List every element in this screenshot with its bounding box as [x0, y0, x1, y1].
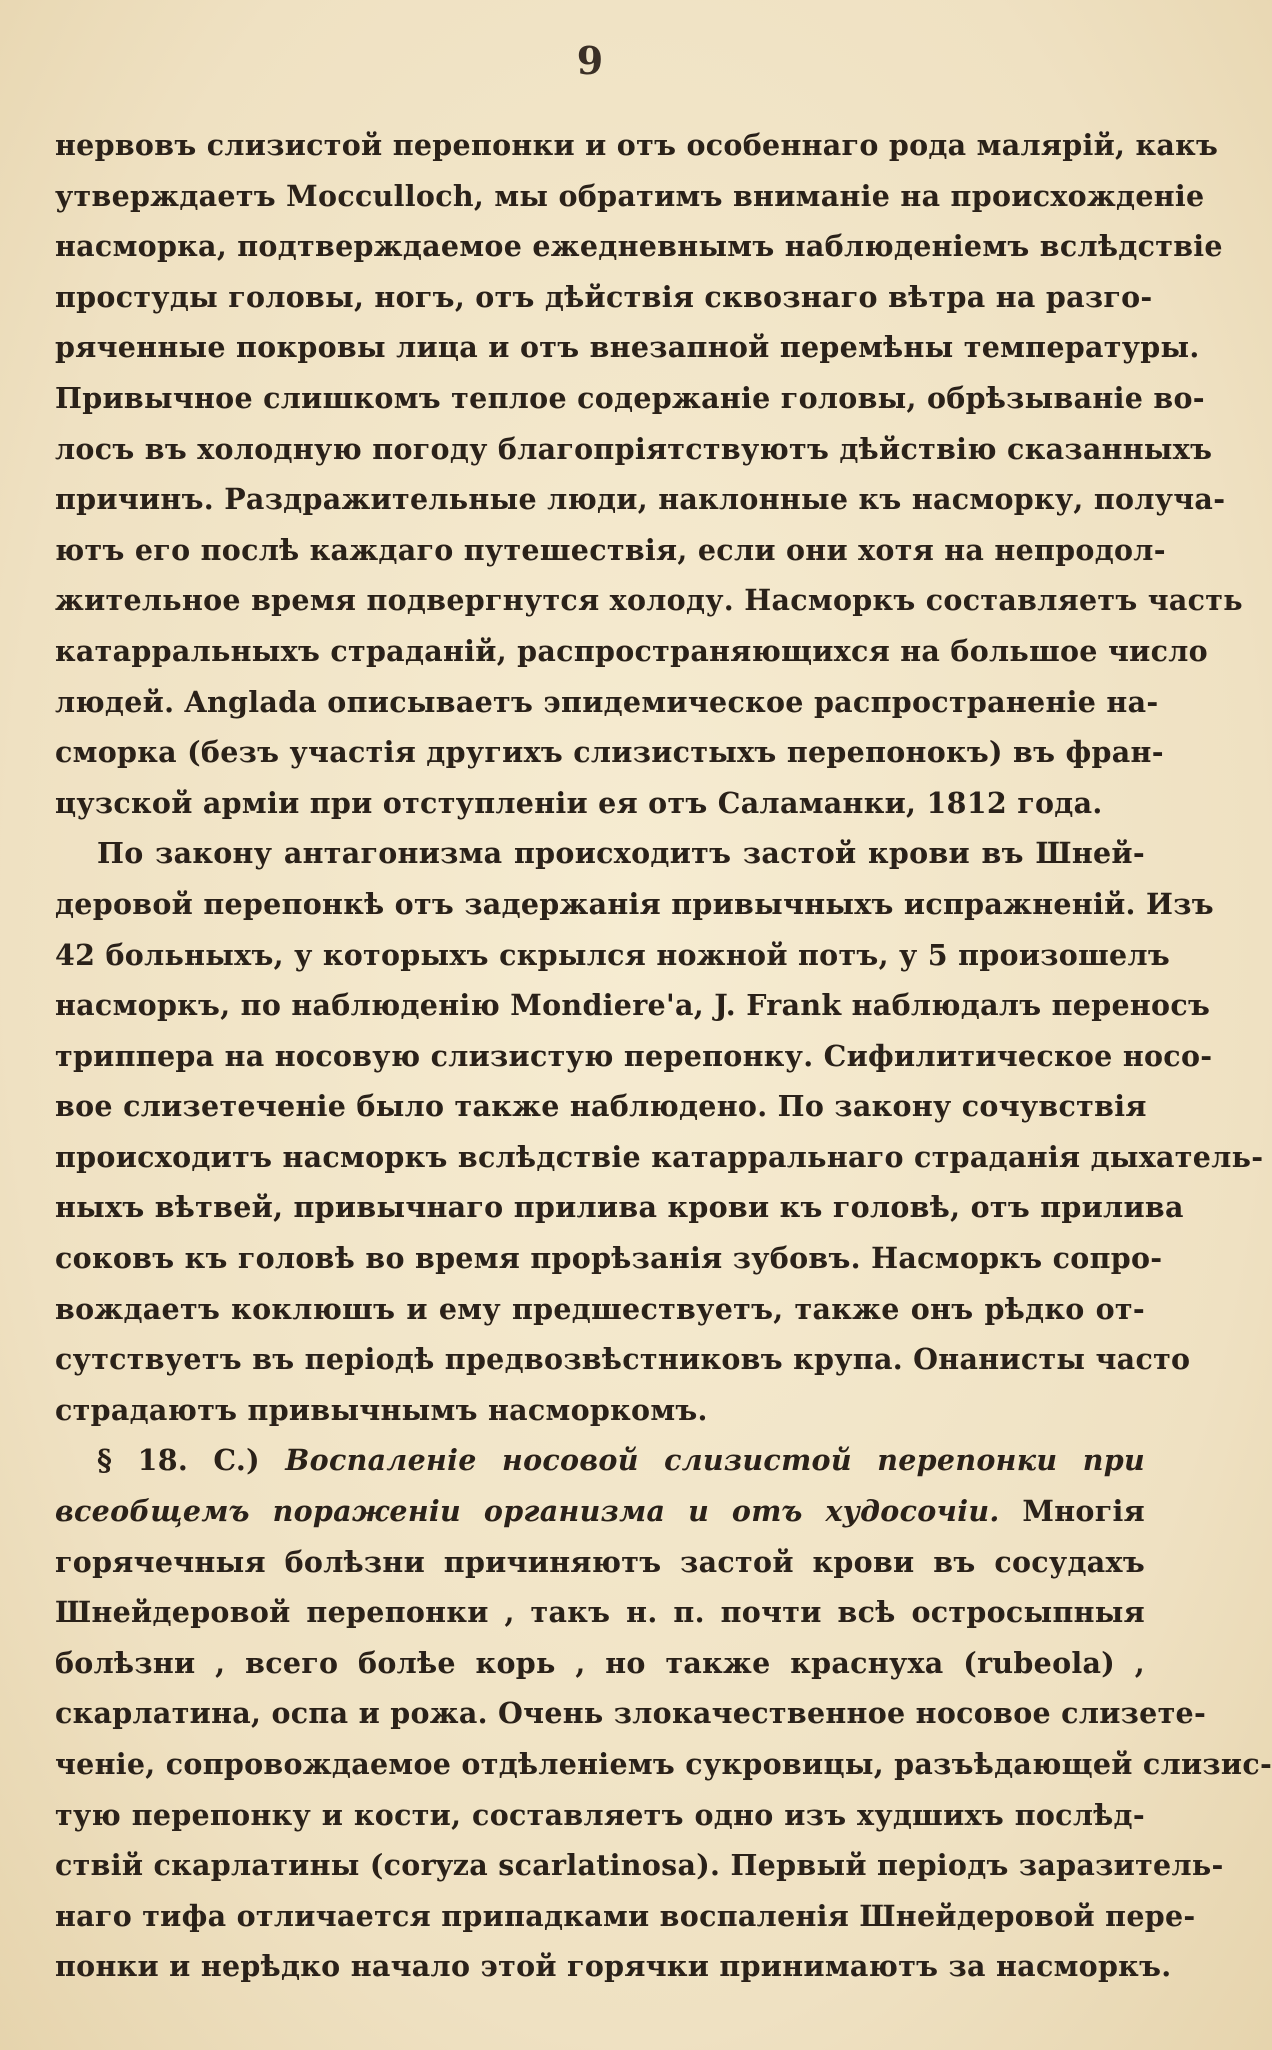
text-line: происходитъ насморкъ вслѣдствіе катарральнаго страданія дыхатель-	[55, 1139, 1264, 1174]
text-line: насморкъ, по наблюденію Mondiere'a, J. Frank наблюдалъ переносъ	[55, 988, 1211, 1023]
text-line: понки и нерѣдко начало этой горячки принимаютъ за насморкъ.	[55, 1949, 1172, 1984]
text-line: насморка, подтверждаемое ежедневнымъ наблюденіемъ вслѣдствіе	[55, 229, 1223, 264]
text-line: лосъ въ холодную погоду благопріятствуютъ дѣйствію сказанныхъ	[55, 431, 1213, 466]
text-line: ныхъ вѣтвей, привычнаго прилива крови къ головѣ, отъ прилива	[55, 1190, 1184, 1225]
text-line: болѣзни , всего болѣе корь , но также краснуха (rubeola) ,	[55, 1645, 1145, 1680]
text-line: сморка (безъ участія другихъ слизистыхъ перепонокъ) въ фран-	[55, 735, 1164, 770]
page-number: 9	[576, 38, 604, 83]
text-line: Шнейдеровой перепонки , такъ н. п. почти всѣ остросыпныя	[55, 1595, 1145, 1630]
text-line: тую перепонку и кости, составляетъ одно изъ худшихъ послѣд-	[55, 1797, 1145, 1832]
paragraph-1	[55, 120, 1243, 828]
text-line: ряченные покровы лица и отъ внезапной перемѣны температуры.	[55, 330, 1200, 365]
text-line: простуды головы, ногъ, отъ дѣйствія сквознаго вѣтра на разго-	[55, 279, 1153, 314]
text-line: ствій скарлатины (coryza scarlatinosa). Первый періодъ заразитель-	[55, 1848, 1224, 1883]
text-line: утверждаетъ Mocculloch, мы обратимъ вниманіе на происхожденіе	[55, 178, 1205, 213]
section-heading-line-2	[55, 1486, 1145, 1537]
text-line: сутствуетъ въ періодѣ предвозвѣстниковъ крупа. Онанисты часто	[55, 1342, 1191, 1377]
text-line: цузской арміи при отступленіи ея отъ Саламанки, 1812 года.	[55, 785, 1103, 820]
section-title-part-2: всеобщемъ пораженіи организма и отъ худосочіи.	[55, 1494, 1000, 1529]
section-text-start: Многія	[1022, 1494, 1145, 1529]
text-line: причинъ. Раздражительные люди, наклонные къ насморку, получа-	[55, 482, 1226, 517]
text-line: скарлатина, оспа и рожа. Очень злокачественное носовое слизете-	[55, 1696, 1207, 1731]
text-line: Привычное слишкомъ теплое содержаніе головы, обрѣзываніе во-	[55, 380, 1205, 415]
section-heading-line	[55, 1435, 1145, 1486]
text-line: горячечныя болѣзни причиняютъ застой крови въ сосудахъ	[55, 1544, 1145, 1579]
text-line: ютъ его послѣ каждаго путешествія, если они хотя на непродол-	[55, 532, 1166, 567]
paragraph-2	[55, 828, 1264, 1435]
text-line: людей. Anglada описываетъ эпидемическое распространеніе на-	[55, 684, 1159, 719]
section-title-part-1: Воспаленіе носовой слизистой перепонки при	[285, 1443, 1145, 1478]
text-line: соковъ къ головѣ во время прорѣзанія зубовъ. Насморкъ сопро-	[55, 1241, 1163, 1276]
text-line: триппера на носовую слизистую перепонку. Сифилитическое носо-	[55, 1038, 1213, 1073]
text-line: наго тифа отличается припадками воспаленія Шнейдеровой пере-	[55, 1898, 1196, 1933]
text-line: ченіе, сопровождаемое отдѣленіемъ сукровицы, разъѣдающей слизис-	[55, 1747, 1272, 1781]
section-18	[55, 1435, 1272, 1992]
text-line: По закону антагонизма происходитъ застой крови въ Шней-	[97, 836, 1145, 871]
text-line: вождаетъ коклюшъ и ему предшествуетъ, также онъ рѣдко от-	[55, 1291, 1145, 1326]
text-line: катарральныхъ страданій, распространяющихся на большое число	[55, 633, 1208, 668]
text-line: деровой перепонкѣ отъ задержанія привычныхъ испражненій. Изъ	[55, 886, 1214, 921]
text-line: нервовъ слизистой перепонки и отъ особеннаго рода малярій, какъ	[55, 128, 1219, 162]
text-line: вое слизетеченіе было также наблюдено. По закону сочувствія	[55, 1089, 1147, 1124]
text-line: страдаютъ привычнымъ насморкомъ.	[55, 1392, 708, 1427]
text-line: 42 больныхъ, у которыхъ скрылся ножной потъ, у 5 произошелъ	[55, 937, 1171, 972]
body-text	[55, 120, 1272, 1992]
text-line: жительное время подвергнутся холоду. Насморкъ составляетъ часть	[55, 583, 1243, 618]
section-number: § 18. C.)	[97, 1443, 260, 1478]
